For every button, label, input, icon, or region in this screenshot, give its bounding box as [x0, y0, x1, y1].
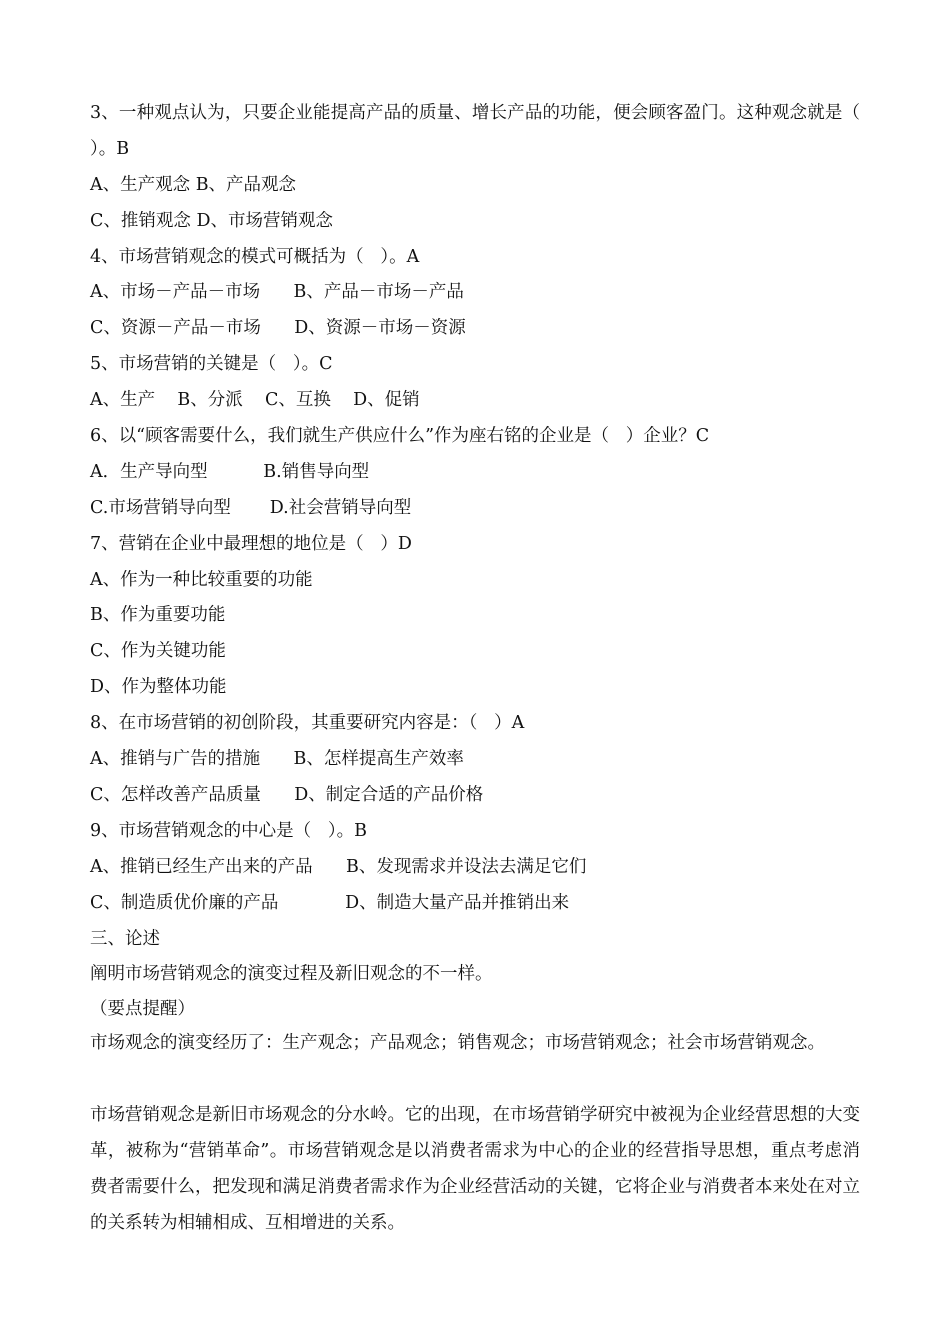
question-7-option-c: C、作为关键功能	[90, 641, 226, 662]
question-4-options-ab: A、市场－产品－市场 B、产品－市场－产品	[90, 282, 464, 303]
hint-label: （要点提醒）	[90, 999, 195, 1020]
question-4-options-cd: C、资源－产品－市场 D、资源－市场－资源	[90, 318, 466, 339]
question-7-option-d: D、作为整体功能	[90, 677, 227, 698]
question-5-stem: 5、市场营销的关键是（ ）。C	[90, 354, 333, 375]
question-6-options-ab: A．生产导向型 B.销售导向型	[90, 461, 370, 482]
question-7-option-a: A、作为一种比较重要的功能	[90, 569, 313, 590]
question-8-options-ab: A、推销与广告的措施 B、怎样提高生产效率	[90, 749, 464, 770]
question-3-options-ab: A、生产观念 B、产品观念	[90, 174, 297, 195]
question-3-options-cd: C、推销观念 D、市场营销观念	[90, 210, 333, 231]
question-7-stem: 7、营销在企业中最理想的地位是（ ）D	[90, 533, 412, 554]
question-3-stem: 3、一种观点认为，只要企业能提高产品的质量、增长产品的功能，便会顾客盈门。这种观念就是（ ）。B	[90, 103, 860, 159]
question-5-options: A、生产 B、分派 C、互换 D、促销	[90, 390, 420, 411]
answer-paragraph-1: 市场观念的演变经历了：生产观念；产品观念；销售观念；市场营销观念；社会市场营销观念。	[90, 1033, 825, 1054]
question-6-stem: 6、以“顾客需要什么，我们就生产供应什么”作为座右铭的企业是（ ）企业？C	[90, 426, 710, 447]
essay-question: 阐明市场营销观念的演变过程及新旧观念的不一样。	[90, 964, 493, 985]
document-page	[90, 96, 860, 1242]
question-8-stem: 8、在市场营销的初创阶段，其重要研究内容是：（ ）A	[90, 713, 525, 734]
question-8-options-cd: C、怎样改善产品质量 D、制定合适的产品价格	[90, 784, 484, 805]
question-4-stem: 4、市场营销观念的模式可概括为（ ）。A	[90, 246, 420, 267]
question-9-options-cd: C、制造质优价廉的产品 D、制造大量产品并推销出来	[90, 892, 570, 913]
question-9-options-ab: A、推销已经生产出来的产品 B、发现需求并设法去满足它们	[90, 856, 587, 877]
section-heading: 三、论述	[90, 928, 160, 949]
question-9-stem: 9、市场营销观念的中心是（ ）。B	[90, 820, 367, 841]
answer-paragraph-2: 市场营销观念是新旧市场观念的分水岭。它的出现，在市场营销学研究中被视为企业经营思想的大变革，被称为“营销革命”。市场营销观念是以消费者需求为中心的企业的经营指导思想，重点考虑消费者需要什么，把发现和满足消费者需求作为企业经营活动的关键，它将企业与消费者本来处在对立的关系转为相辅相成、互相增进的关系。	[90, 1105, 860, 1233]
question-7-option-b: B、作为重要功能	[90, 605, 226, 626]
question-6-options-cd: C.市场营销导向型 D.社会营销导向型	[90, 497, 412, 518]
